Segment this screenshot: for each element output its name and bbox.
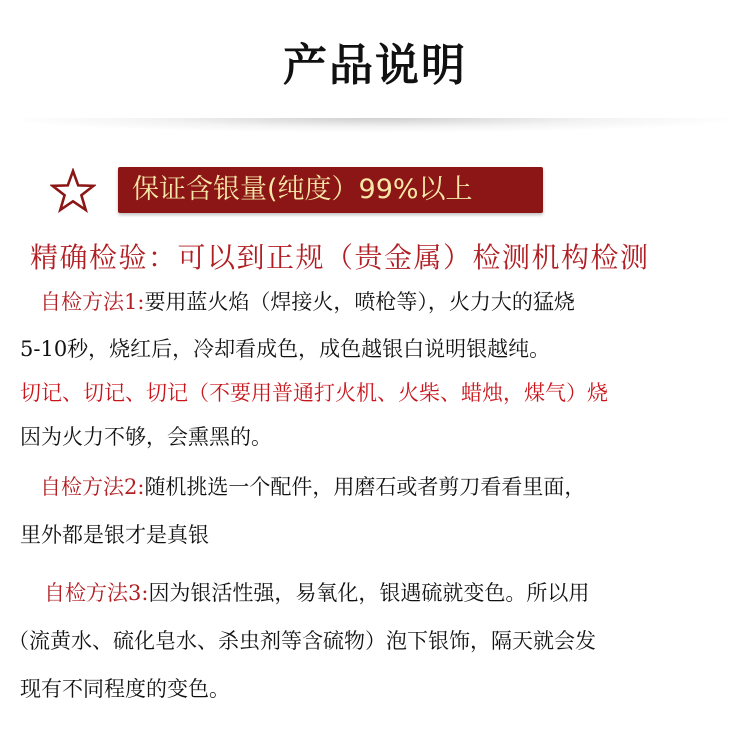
star-outline-icon <box>50 168 96 214</box>
precise-inspection-heading: 精确检验：可以到正规（贵金属）检测机构检测 <box>30 241 650 274</box>
method3-line2: （流黄水、硫化皂水、杀虫剂等含硫物）泡下银饰，隔天就会发 <box>8 629 596 653</box>
method2-line2: 里外都是银才是真银 <box>20 523 209 547</box>
method1-line1 <box>40 287 575 317</box>
title-divider <box>20 118 730 132</box>
page-title: 产品说明 <box>283 40 467 91</box>
method2-text-part1: 随机挑选一个配件，用磨石或者剪刀看看里面， <box>144 475 586 499</box>
method3-text-part1: 因为银活性强，易氧化，银遇硫就变色。所以用 <box>148 581 590 605</box>
method1-line2: 5-10秒，烧红后，冷却看成色，成色越银白说明银越纯。 <box>20 337 551 361</box>
method3-line3: 现有不同程度的变色。 <box>20 677 230 701</box>
method3-label: 自检方法3: <box>44 581 149 605</box>
warning-continuation: 因为火力不够，会熏黑的。 <box>20 425 272 449</box>
method2-line1 <box>40 472 585 502</box>
method1-text-part1: 要用蓝火焰（焊接火，喷枪等），火力大的猛烧 <box>144 290 575 314</box>
warning-line: 切记、切记、切记（不要用普通打火机、火柴、蜡烛，煤气）烧 <box>20 381 608 405</box>
method1-label: 自检方法1: <box>40 290 145 314</box>
purity-banner-text: 保证含银量(纯度）99%以上 <box>132 174 473 205</box>
method2-label: 自检方法2: <box>40 475 145 499</box>
method3-line1 <box>44 578 589 608</box>
purity-banner <box>118 167 543 213</box>
